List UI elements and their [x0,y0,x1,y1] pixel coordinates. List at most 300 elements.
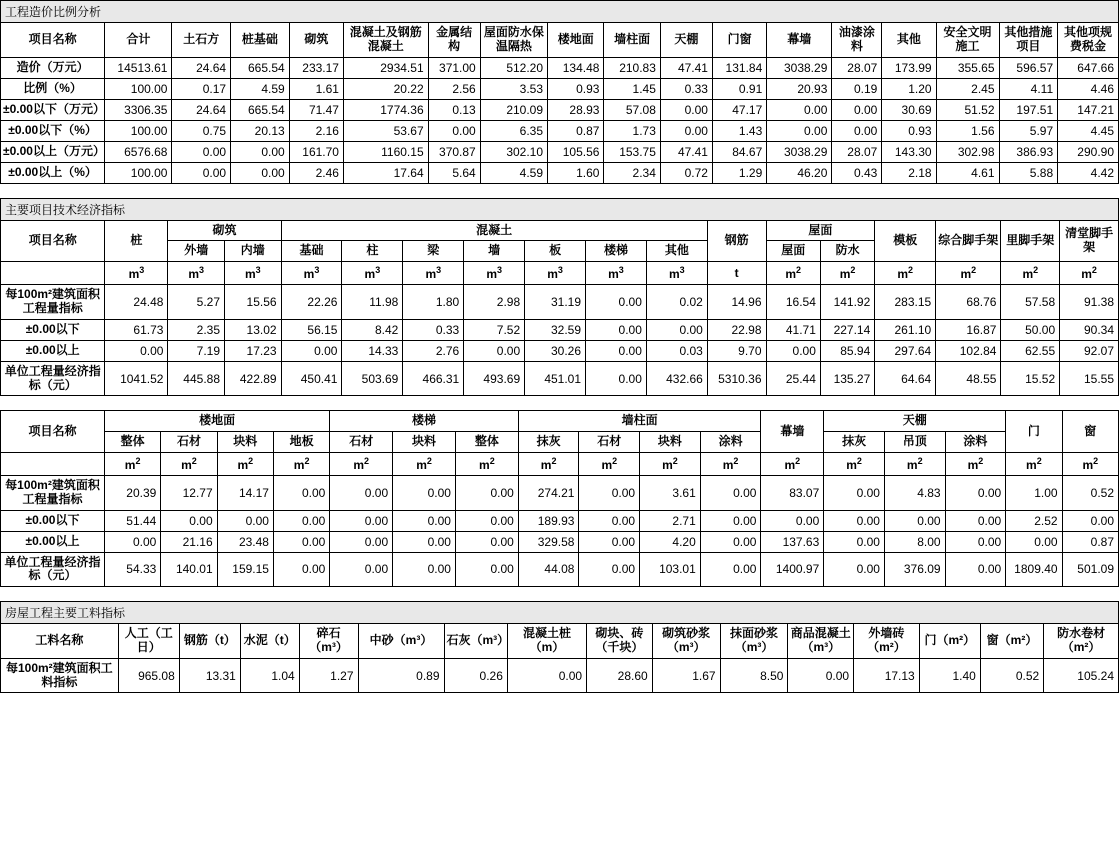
data-cell: 0.00 [231,162,290,183]
data-cell: 4.20 [640,531,701,552]
unit-cell: $m^2$ [820,262,874,285]
data-cell: 131.84 [712,57,766,78]
data-cell: 0.00 [273,531,329,552]
data-cell: 0.87 [1062,531,1118,552]
section-tech-economic [0,198,1119,397]
data-cell: 665.54 [231,99,290,120]
data-cell: 0.33 [403,319,464,340]
data-cell: 0.00 [428,120,480,141]
row-label: 单位工程量经济指标（元） [1,552,105,587]
data-cell: 100.00 [105,162,172,183]
data-cell: 432.66 [646,361,707,396]
data-cell: 31.19 [525,285,586,320]
column-header: 窗 [1062,411,1118,453]
data-cell: 261.10 [875,319,936,340]
data-cell: 30.69 [882,99,936,120]
column-header: 项目名称 [1,411,105,453]
column-header: 幕墙 [761,411,824,453]
data-cell: 1160.15 [343,141,428,162]
data-cell: 501.09 [1062,552,1118,587]
data-cell: 0.89 [358,658,444,693]
data-cell: 0.00 [579,531,640,552]
data-cell: 2.46 [289,162,343,183]
column-header: 门窗 [712,23,766,58]
data-cell: 1.45 [604,78,660,99]
column-header: 项目名称 [1,220,105,262]
column-subheader: 内墙 [225,241,282,262]
data-cell: 51.44 [104,510,160,531]
table-row [1,162,1119,183]
data-cell: 6.35 [480,120,547,141]
table-row [1,99,1119,120]
column-header: 综合脚手架 [936,220,1001,262]
column-header: 桩基础 [231,23,290,58]
data-cell: 143.30 [882,141,936,162]
column-header: 合计 [105,23,172,58]
column-header: 项目名称 [1,23,105,58]
column-header: 门 [1006,411,1062,453]
data-cell: 2.98 [464,285,525,320]
data-cell: 2.16 [289,120,343,141]
column-header: 其他 [882,23,936,58]
unit-cell: $m^2$ [1062,452,1118,475]
data-cell: 21.16 [161,531,217,552]
table-row [1,319,1119,340]
column-header: 天棚 [824,411,1006,432]
data-cell: 0.00 [646,319,707,340]
table-row [1,510,1119,531]
data-cell: 53.67 [343,120,428,141]
section-title-cost-ratio: 工程造价比例分析 [0,0,1119,22]
column-subheader: 整体 [455,432,518,453]
unit-cell: t [707,262,766,285]
table-header-row [1,624,1119,659]
data-cell: 4.46 [1058,78,1119,99]
unit-cell: $m^2$ [875,262,936,285]
unit-cell: $m^2$ [945,452,1006,475]
column-header: 砌筑砂浆（m³） [652,624,720,659]
table-row [1,361,1119,396]
column-header: 模板 [875,220,936,262]
table-tech-economic [0,220,1119,397]
column-subheader: 柱 [342,241,403,262]
data-cell: 2.76 [403,340,464,361]
data-cell: 0.00 [464,340,525,361]
unit-cell-empty [1,452,105,475]
data-cell: 8.50 [720,658,788,693]
data-cell: 0.00 [824,531,885,552]
data-cell: 0.00 [761,510,824,531]
data-cell: 0.00 [330,475,393,510]
data-cell: 85.94 [820,340,874,361]
data-cell: 0.00 [824,510,885,531]
data-cell: 1041.52 [105,361,168,396]
column-header: 楼地面 [548,23,604,58]
data-cell: 100.00 [105,78,172,99]
data-cell: 493.69 [464,361,525,396]
data-cell: 105.24 [1044,658,1119,693]
data-cell: 22.98 [707,319,766,340]
column-header: 桩 [105,220,168,262]
column-header: 墙柱面 [518,411,761,432]
data-cell: 0.00 [393,475,456,510]
data-cell: 0.00 [586,285,647,320]
data-cell: 503.69 [342,361,403,396]
data-cell: 1.60 [548,162,604,183]
unit-cell: $m^3$ [225,262,282,285]
data-cell: 41.71 [766,319,820,340]
section-material-labor [0,601,1119,693]
column-header: 里脚手架 [1001,220,1060,262]
data-cell: 17.64 [343,162,428,183]
unit-cell-empty [1,262,105,285]
data-cell: 28.93 [548,99,604,120]
unit-cell: $m^2$ [1006,452,1062,475]
data-cell: 0.00 [832,120,882,141]
unit-cell: $m^2$ [161,452,217,475]
column-subheader: 屋面 [766,241,820,262]
unit-cell: $m^2$ [824,452,885,475]
data-cell: 0.00 [455,531,518,552]
data-cell: 134.48 [548,57,604,78]
column-header: 砌筑 [289,23,343,58]
data-cell: 7.52 [464,319,525,340]
table-row [1,658,1119,693]
data-cell: 17.23 [225,340,282,361]
data-cell: 15.52 [1001,361,1060,396]
table-row [1,340,1119,361]
data-cell: 84.67 [712,141,766,162]
data-cell: 4.11 [999,78,1058,99]
data-cell: 0.00 [660,99,712,120]
column-header: 商品混凝土（m³） [788,624,854,659]
data-cell: 1.29 [712,162,766,183]
data-cell: 3.61 [640,475,701,510]
data-cell: 197.51 [999,99,1058,120]
column-subheader: 块料 [640,432,701,453]
column-subheader: 整体 [104,432,160,453]
data-cell: 5.88 [999,162,1058,183]
data-cell: 153.75 [604,141,660,162]
unit-cell: $m^2$ [518,452,579,475]
data-cell: 57.08 [604,99,660,120]
column-header: 防水卷材（m²） [1044,624,1119,659]
data-cell: 422.89 [225,361,282,396]
data-cell: 0.19 [832,78,882,99]
data-cell: 54.33 [104,552,160,587]
data-cell: 3.53 [480,78,547,99]
data-cell: 14513.61 [105,57,172,78]
data-cell: 0.00 [767,99,832,120]
column-header: 墙柱面 [604,23,660,58]
data-cell: 0.00 [700,510,761,531]
data-cell: 5.64 [428,162,480,183]
data-cell: 290.90 [1058,141,1119,162]
table-row [1,552,1119,587]
data-cell: 0.93 [882,120,936,141]
data-cell: 0.00 [700,552,761,587]
table-finishes [0,410,1119,587]
data-cell: 137.63 [761,531,824,552]
data-cell: 25.44 [766,361,820,396]
column-subheader: 防水 [820,241,874,262]
data-cell: 0.00 [104,531,160,552]
unit-cell: $m^3$ [105,262,168,285]
data-cell: 329.58 [518,531,579,552]
data-cell: 1.27 [299,658,358,693]
data-cell: 355.65 [936,57,999,78]
column-header: 砌筑 [168,220,281,241]
data-cell: 22.26 [281,285,342,320]
column-header: 楼梯 [330,411,518,432]
data-cell: 0.00 [393,552,456,587]
data-cell: 7.19 [168,340,225,361]
data-cell: 0.00 [945,510,1006,531]
data-cell: 17.13 [854,658,920,693]
unit-cell: $m^2$ [273,452,329,475]
data-cell: 48.55 [936,361,1001,396]
column-header: 门（m²） [919,624,980,659]
data-cell: 30.26 [525,340,586,361]
unit-cell: $m^2$ [455,452,518,475]
data-cell: 2.35 [168,319,225,340]
table-unit-row [1,452,1119,475]
unit-cell: $m^2$ [217,452,273,475]
unit-cell: $m^2$ [1060,262,1119,285]
unit-cell: $m^2$ [579,452,640,475]
data-cell: 1400.97 [761,552,824,587]
row-label: ±0.00以下 [1,510,105,531]
data-cell: 62.55 [1001,340,1060,361]
data-cell: 1.61 [289,78,343,99]
column-subheader: 石材 [579,432,640,453]
table-row [1,141,1119,162]
data-cell: 0.52 [980,658,1043,693]
data-cell: 0.00 [273,552,329,587]
column-header: 幕墙 [767,23,832,58]
data-cell: 0.02 [646,285,707,320]
data-cell: 147.21 [1058,99,1119,120]
column-header: 钢筋（t） [179,624,240,659]
data-cell: 302.10 [480,141,547,162]
data-cell: 0.75 [172,120,231,141]
data-cell: 20.93 [767,78,832,99]
data-cell: 0.00 [884,510,945,531]
data-cell: 0.00 [766,340,820,361]
data-cell: 1809.40 [1006,552,1062,587]
data-cell: 6576.68 [105,141,172,162]
column-subheader: 涂料 [945,432,1006,453]
data-cell: 0.00 [586,361,647,396]
data-cell: 0.72 [660,162,712,183]
section-title-material-labor: 房屋工程主要工料指标 [0,601,1119,623]
unit-cell: $m^2$ [640,452,701,475]
data-cell: 5310.36 [707,361,766,396]
data-cell: 4.83 [884,475,945,510]
row-label: ±0.00以下 [1,319,105,340]
column-header: 混凝土 [281,220,707,241]
data-cell: 20.13 [231,120,290,141]
table-row [1,78,1119,99]
data-cell: 50.00 [1001,319,1060,340]
row-label: 造价（万元） [1,57,105,78]
data-cell: 14.96 [707,285,766,320]
data-cell: 5.27 [168,285,225,320]
column-subheader: 楼梯 [586,241,647,262]
column-subheader: 外墙 [168,241,225,262]
data-cell: 0.00 [700,475,761,510]
unit-cell: $m^3$ [403,262,464,285]
data-cell: 0.03 [646,340,707,361]
data-cell: 227.14 [820,319,874,340]
data-cell: 44.08 [518,552,579,587]
data-cell: 100.00 [105,120,172,141]
unit-cell: $m^3$ [464,262,525,285]
data-cell: 0.00 [945,531,1006,552]
data-cell: 28.60 [587,658,653,693]
column-subheader: 吊顶 [884,432,945,453]
column-header: 石灰（m³） [444,624,507,659]
data-cell: 1.40 [919,658,980,693]
data-cell: 0.00 [824,552,885,587]
column-subheader: 石材 [330,432,393,453]
unit-cell: $m^2$ [1001,262,1060,285]
table-material-labor [0,623,1119,693]
data-cell: 386.93 [999,141,1058,162]
column-header: 窗（m²） [980,624,1043,659]
data-cell: 0.00 [579,552,640,587]
table-row [1,120,1119,141]
unit-cell: $m^3$ [168,262,225,285]
column-header: 金属结构 [428,23,480,58]
data-cell: 0.00 [231,141,290,162]
column-header: 抹面砂浆（m³） [720,624,788,659]
data-cell: 0.00 [330,531,393,552]
data-cell: 2.52 [1006,510,1062,531]
data-cell: 0.00 [579,510,640,531]
table-row [1,57,1119,78]
data-cell: 596.57 [999,57,1058,78]
column-subheader: 抹灰 [518,432,579,453]
column-subheader: 涂料 [700,432,761,453]
data-cell: 3038.29 [767,57,832,78]
column-header: 其他措施项目 [999,23,1058,58]
row-label: ±0.00以上（%） [1,162,105,183]
data-cell: 0.00 [455,552,518,587]
row-label: ±0.00以上（万元） [1,141,105,162]
column-subheader: 地板 [273,432,329,453]
data-cell: 210.09 [480,99,547,120]
data-cell: 1.80 [403,285,464,320]
data-cell: 1.43 [712,120,766,141]
data-cell: 371.00 [428,57,480,78]
data-cell: 12.77 [161,475,217,510]
data-cell: 51.52 [936,99,999,120]
data-cell: 0.00 [455,475,518,510]
data-cell: 91.38 [1060,285,1119,320]
column-subheader: 基础 [281,241,342,262]
data-cell: 1.67 [652,658,720,693]
column-header: 钢筋 [707,220,766,262]
data-cell: 0.00 [507,658,586,693]
data-cell: 20.39 [104,475,160,510]
unit-cell: $m^3$ [525,262,586,285]
data-cell: 647.66 [1058,57,1119,78]
data-cell: 61.73 [105,319,168,340]
data-cell: 1774.36 [343,99,428,120]
row-label: ±0.00以上 [1,531,105,552]
unit-cell: $m^2$ [700,452,761,475]
column-subheader: 其他 [646,241,707,262]
column-header: 土石方 [172,23,231,58]
column-header: 中砂（m³） [358,624,444,659]
table-sub-header-row [1,432,1119,453]
data-cell: 0.00 [273,510,329,531]
data-cell: 11.98 [342,285,403,320]
unit-cell: $m^3$ [646,262,707,285]
column-subheader: 抹灰 [824,432,885,453]
column-header: 外墙砖（m²） [854,624,920,659]
data-cell: 24.64 [172,99,231,120]
data-cell: 68.76 [936,285,1001,320]
table-header-row [1,23,1119,58]
data-cell: 2.45 [936,78,999,99]
data-cell: 0.00 [393,531,456,552]
data-cell: 14.17 [217,475,273,510]
data-cell: 24.64 [172,57,231,78]
unit-cell: $m^3$ [586,262,647,285]
row-label: 每100m²建筑面积工程量指标 [1,285,105,320]
table-unit-row [1,262,1119,285]
data-cell: 0.00 [824,475,885,510]
data-cell: 161.70 [289,141,343,162]
row-label: 单位工程量经济指标（元） [1,361,105,396]
column-header: 水泥（t） [240,624,299,659]
unit-cell: $m^2$ [104,452,160,475]
data-cell: 0.52 [1062,475,1118,510]
column-subheader: 板 [525,241,586,262]
data-cell: 0.33 [660,78,712,99]
data-cell: 47.41 [660,141,712,162]
data-cell: 233.17 [289,57,343,78]
row-label: 比例（%） [1,78,105,99]
section-title-tech-economic: 主要项目技术经济指标 [0,198,1119,220]
data-cell: 135.27 [820,361,874,396]
data-cell: 173.99 [882,57,936,78]
data-cell: 23.48 [217,531,273,552]
unit-cell: $m^2$ [761,452,824,475]
data-cell: 2934.51 [343,57,428,78]
column-header: 屋面 [766,220,875,241]
column-header: 油漆涂料 [832,23,882,58]
section-finishes [0,410,1119,587]
data-cell: 32.59 [525,319,586,340]
data-cell: 0.00 [788,658,854,693]
data-cell: 90.34 [1060,319,1119,340]
data-cell: 8.00 [884,531,945,552]
data-cell: 0.17 [172,78,231,99]
data-cell: 376.09 [884,552,945,587]
data-cell: 0.00 [330,510,393,531]
column-header: 其他项规费税金 [1058,23,1119,58]
data-cell: 0.00 [586,340,647,361]
data-cell: 0.00 [1062,510,1118,531]
data-cell: 47.17 [712,99,766,120]
unit-cell: $m^2$ [393,452,456,475]
data-cell: 56.15 [281,319,342,340]
data-cell: 71.47 [289,99,343,120]
data-cell: 15.56 [225,285,282,320]
